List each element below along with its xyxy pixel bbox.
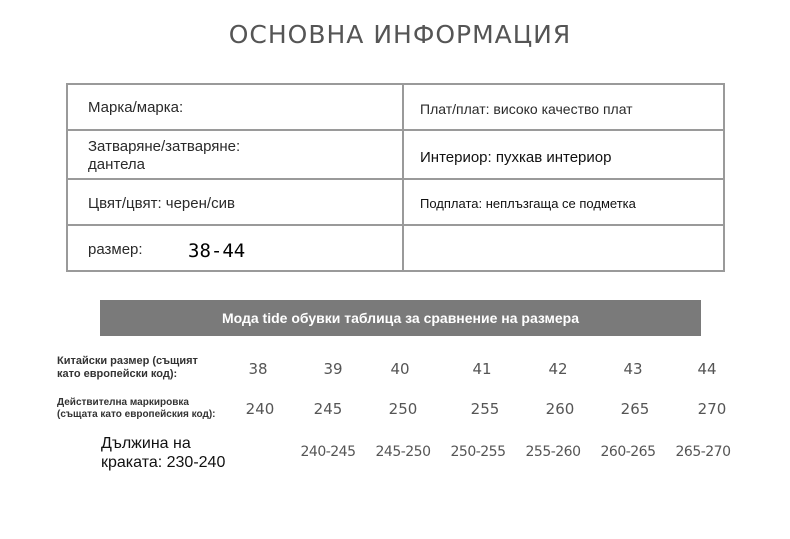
marking-value: 255 bbox=[470, 400, 500, 418]
color-cell: Цвят/цвят: черен/сив bbox=[88, 195, 235, 212]
actual-marking-label bbox=[57, 397, 216, 421]
foot-length-value: 240-245 bbox=[300, 444, 356, 460]
row-label-line: Китайски размер (същият bbox=[57, 355, 198, 367]
basic-info-table bbox=[66, 83, 725, 272]
row-label-line: (същата като европейския код): bbox=[57, 409, 216, 420]
marking-value: 250 bbox=[388, 400, 418, 418]
chinese-size-value: 41 bbox=[472, 360, 492, 378]
interior-cell: Интериор: пухкав интериор bbox=[420, 149, 612, 166]
foot-length-label bbox=[101, 434, 225, 472]
foot-length-value: 245-250 bbox=[375, 444, 431, 460]
row-label-line: Действителна маркировка bbox=[57, 397, 189, 408]
chinese-size-value: 38 bbox=[248, 360, 268, 378]
foot-length-value: 250-255 bbox=[450, 444, 506, 460]
size-label: размер: bbox=[88, 241, 143, 258]
size-chart-banner: Мода tide обувки таблица за сравнение на размера bbox=[100, 300, 701, 336]
chinese-size-label bbox=[57, 355, 198, 381]
marking-value: 270 bbox=[697, 400, 727, 418]
row-label-line: като европейски код): bbox=[57, 368, 178, 380]
table-divider bbox=[68, 224, 723, 226]
size-value: 38-44 bbox=[188, 240, 246, 262]
page-title: ОСНОВНА ИНФОРМАЦИЯ bbox=[228, 20, 572, 49]
chinese-size-value: 42 bbox=[548, 360, 568, 378]
lining-cell: Подплата: неплъзгаща се подметка bbox=[420, 196, 636, 211]
table-divider bbox=[68, 129, 723, 131]
closure-line: дантела bbox=[88, 156, 146, 173]
marking-value: 240 bbox=[245, 400, 275, 418]
closure-cell bbox=[88, 138, 240, 174]
chinese-size-value: 39 bbox=[323, 360, 343, 378]
marking-value: 260 bbox=[545, 400, 575, 418]
foot-length-value: 265-270 bbox=[675, 444, 731, 460]
fabric-cell: Плат/плат: високо качество плат bbox=[420, 101, 633, 117]
brand-cell: Марка/марка: bbox=[88, 99, 184, 116]
row-label-line: Дължина на bbox=[101, 435, 191, 452]
chinese-size-value: 44 bbox=[697, 360, 717, 378]
marking-value: 245 bbox=[313, 400, 343, 418]
chinese-size-value: 40 bbox=[390, 360, 410, 378]
chinese-size-value: 43 bbox=[623, 360, 643, 378]
row-label-line: краката: 230-240 bbox=[101, 454, 226, 471]
closure-line: Затваряне/затваряне: bbox=[88, 138, 241, 155]
marking-value: 265 bbox=[620, 400, 650, 418]
table-divider bbox=[68, 178, 723, 180]
table-divider bbox=[402, 85, 404, 270]
foot-length-value: 260-265 bbox=[600, 444, 656, 460]
foot-length-value: 255-260 bbox=[525, 444, 581, 460]
